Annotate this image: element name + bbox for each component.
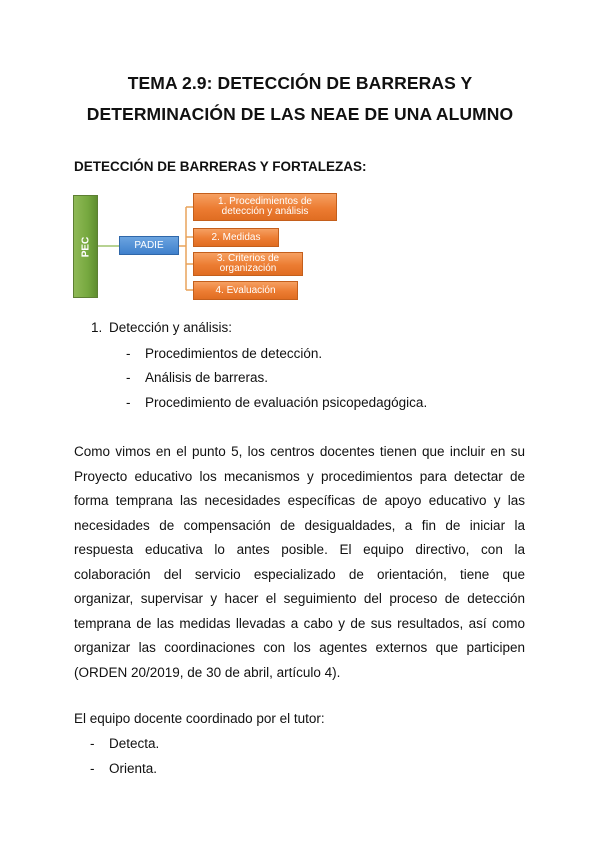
branch-criterios: 3. Criterios de organización [193, 252, 303, 276]
list-item-deteccion [91, 320, 232, 335]
paragraph-line: temprana de las medidas llevadas a cabo y de sus resultados, así como [74, 615, 525, 631]
sub-item [126, 395, 427, 410]
branch-procedimientos: 1. Procedimientos de detección y análisis [193, 193, 337, 221]
dash-marker: - [126, 346, 131, 361]
branch-evaluacion: 4. Evaluación [193, 281, 298, 300]
sub-item-text: Procedimiento de evaluación psicopedagógica. [145, 395, 428, 410]
dash-marker: - [90, 736, 95, 751]
sub-item [126, 346, 322, 361]
paragraph-line: Proyecto educativo los mecanismos y procedimientos para detectar de [74, 468, 525, 484]
dash-marker: - [126, 370, 131, 385]
section-heading: DETECCIÓN DE BARRERAS Y FORTALEZAS: [74, 159, 367, 174]
paragraph-line: colaboración del servicio especializado de orientación, tiene que [74, 566, 525, 582]
paragraph-line: necesidades de compensación de desigualdades, a fin de iniciar la [74, 517, 525, 533]
body-paragraph [74, 440, 525, 685]
sub-item-text: Análisis de barreras. [145, 370, 269, 385]
pec-label: PEC [80, 236, 91, 257]
page-title-line-2: DETERMINACIÓN DE LAS NEAE DE UNA ALUMNO [86, 104, 514, 124]
dash-marker: - [90, 761, 95, 776]
team-item [90, 761, 157, 776]
team-item [90, 736, 159, 751]
team-item-text: Detecta. [109, 736, 160, 751]
dash-marker: - [126, 395, 131, 410]
sub-item [126, 370, 268, 385]
pec-box [73, 195, 98, 298]
paragraph-line: Como vimos en el punto 5, los centros docentes tienen que incluir en su [74, 444, 525, 459]
paragraph-line: organizar las coordinaciones con los agentes externos que participen [74, 640, 525, 655]
paragraph-line: organizar, supervisar y hacer el seguimiento del proceso de detección [74, 591, 525, 606]
paragraph-line: respuesta educativa lo antes posible. El equipo directivo, con la [74, 542, 525, 557]
padie-box: PADIE [119, 236, 179, 255]
team-item-text: Orienta. [109, 761, 158, 776]
team-intro: El equipo docente coordinado por el tutor: [74, 711, 325, 726]
paragraph-line: forma temprana las necesidades específicas de apoyo educativo y las [74, 493, 525, 508]
sub-item-text: Procedimientos de detección. [145, 346, 323, 361]
list-label: Detección y análisis: [109, 320, 233, 335]
paragraph-line: (ORDEN 20/2019, de 30 de abril, artículo 4). [74, 664, 341, 680]
page-title-line-1: TEMA 2.9: DETECCIÓN DE BARRERAS Y [127, 73, 473, 93]
branch-medidas: 2. Medidas [193, 228, 279, 247]
list-number: 1. [91, 320, 103, 335]
